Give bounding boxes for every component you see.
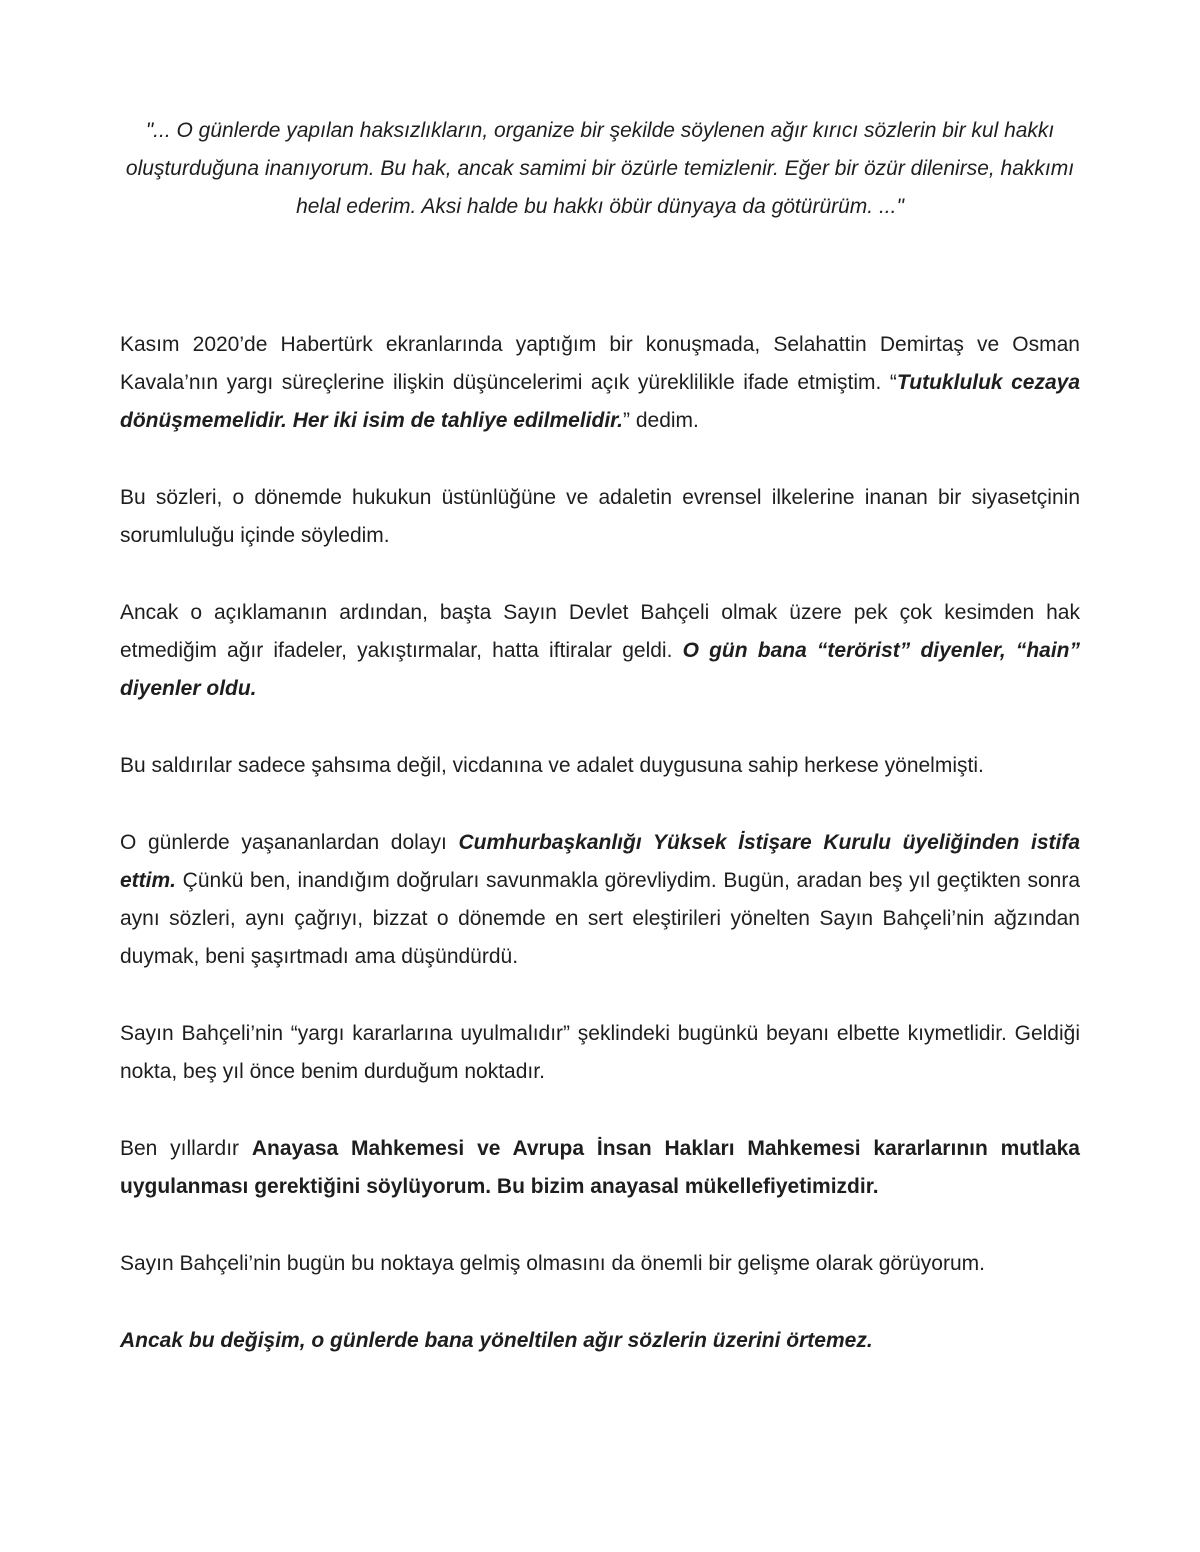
text-segment: Sayın Bahçeli’nin bugün bu noktaya gelmiş olmasını da önemli bir gelişme olarak görüyorum.	[120, 1252, 985, 1275]
text-segment: ” dedim.	[623, 409, 699, 432]
opening-quote: "... O günlerde yapılan haksızlıkların, organize bir şekilde söylenen ağır kırıcı sözlerin bir kul hakkı oluşturduğuna inanıyorum. Bu hak, ancak samimi bir özürle temizlenir. Eğer bir özür dilenirse, hakkımı helal ederim. Aksi halde bu hakkı öbür dünyaya da götürürüm. ..."	[125, 119, 1075, 218]
text-segment: Anayasa Mahkemesi ve Avrupa İnsan Hakları Mahkemesi kararlarının mutlaka uygulanması gerektiğini söylüyorum. Bu bizim anayasal mükellefiyetimizdir.	[120, 1137, 1080, 1198]
text-segment: Ben yıllardır	[120, 1137, 252, 1160]
text-segment: Tutukluluk cezaya dönüşmemelidir. Her iki isim de tahliye edilmelidir.	[120, 371, 1081, 432]
paragraph	[120, 824, 1080, 976]
text-segment: Bu saldırılar sadece şahsıma değil, vicdanına ve adalet duygusuna sahip herkese yönelmişti.	[120, 754, 984, 777]
paragraph	[120, 1245, 1080, 1283]
text-segment: Sayın Bahçeli’nin “yargı kararlarına uyulmalıdır” şeklindeki bugünkü beyanı elbette kıymetlidir. Geldiği nokta, beş yıl önce benim durduğum noktadır.	[120, 1022, 1080, 1083]
document-body	[120, 326, 1080, 1360]
paragraph	[120, 479, 1080, 555]
paragraph	[120, 1015, 1080, 1091]
text-segment: Ancak bu değişim, o günlerde bana yöneltilen ağır sözlerin üzerini örtemez.	[120, 1329, 873, 1352]
paragraph	[120, 1130, 1080, 1206]
paragraph	[120, 1322, 1080, 1360]
paragraph	[120, 747, 1080, 785]
text-segment: Çünkü ben, inandığım doğruları savunmakla görevliydim. Bugün, aradan beş yıl geçtikten sonra aynı sözleri, aynı çağrıyı, bizzat o dönemde en sert eleştirileri yönelten Sayın Bahçeli’nin ağzından duymak, beni şaşırtmadı ama düşündürdü.	[120, 869, 1080, 968]
text-segment: Kasım 2020’de Habertürk ekranlarında yaptığım bir konuşmada, Selahattin Demirtaş ve Osman Kavala’nın yargı süreçlerine ilişkin düşüncelerimi açık yüreklilikle ifade etmiştim. “	[120, 333, 1080, 394]
text-segment: Bu sözleri, o dönemde hukukun üstünlüğüne ve adaletin evrensel ilkelerine inanan bir siyasetçinin sorumluluğu içinde söyledim.	[120, 486, 1080, 547]
text-segment: O gün bana “terörist” diyenler, “hain” diyenler oldu.	[120, 639, 1081, 700]
text-segment: Ancak o açıklamanın ardından, başta Sayın Devlet Bahçeli olmak üzere pek çok kesimden hak etmediğim ağır ifadeler, yakıştırmalar, hatta iftiralar geldi.	[120, 601, 1080, 662]
paragraph	[120, 326, 1080, 440]
text-segment: Cumhurbaşkanlığı Yüksek İstişare Kurulu üyeliğinden istifa ettim.	[120, 831, 1080, 892]
paragraph	[120, 594, 1080, 708]
text-segment: O günlerde yaşananlardan dolayı	[120, 831, 459, 854]
